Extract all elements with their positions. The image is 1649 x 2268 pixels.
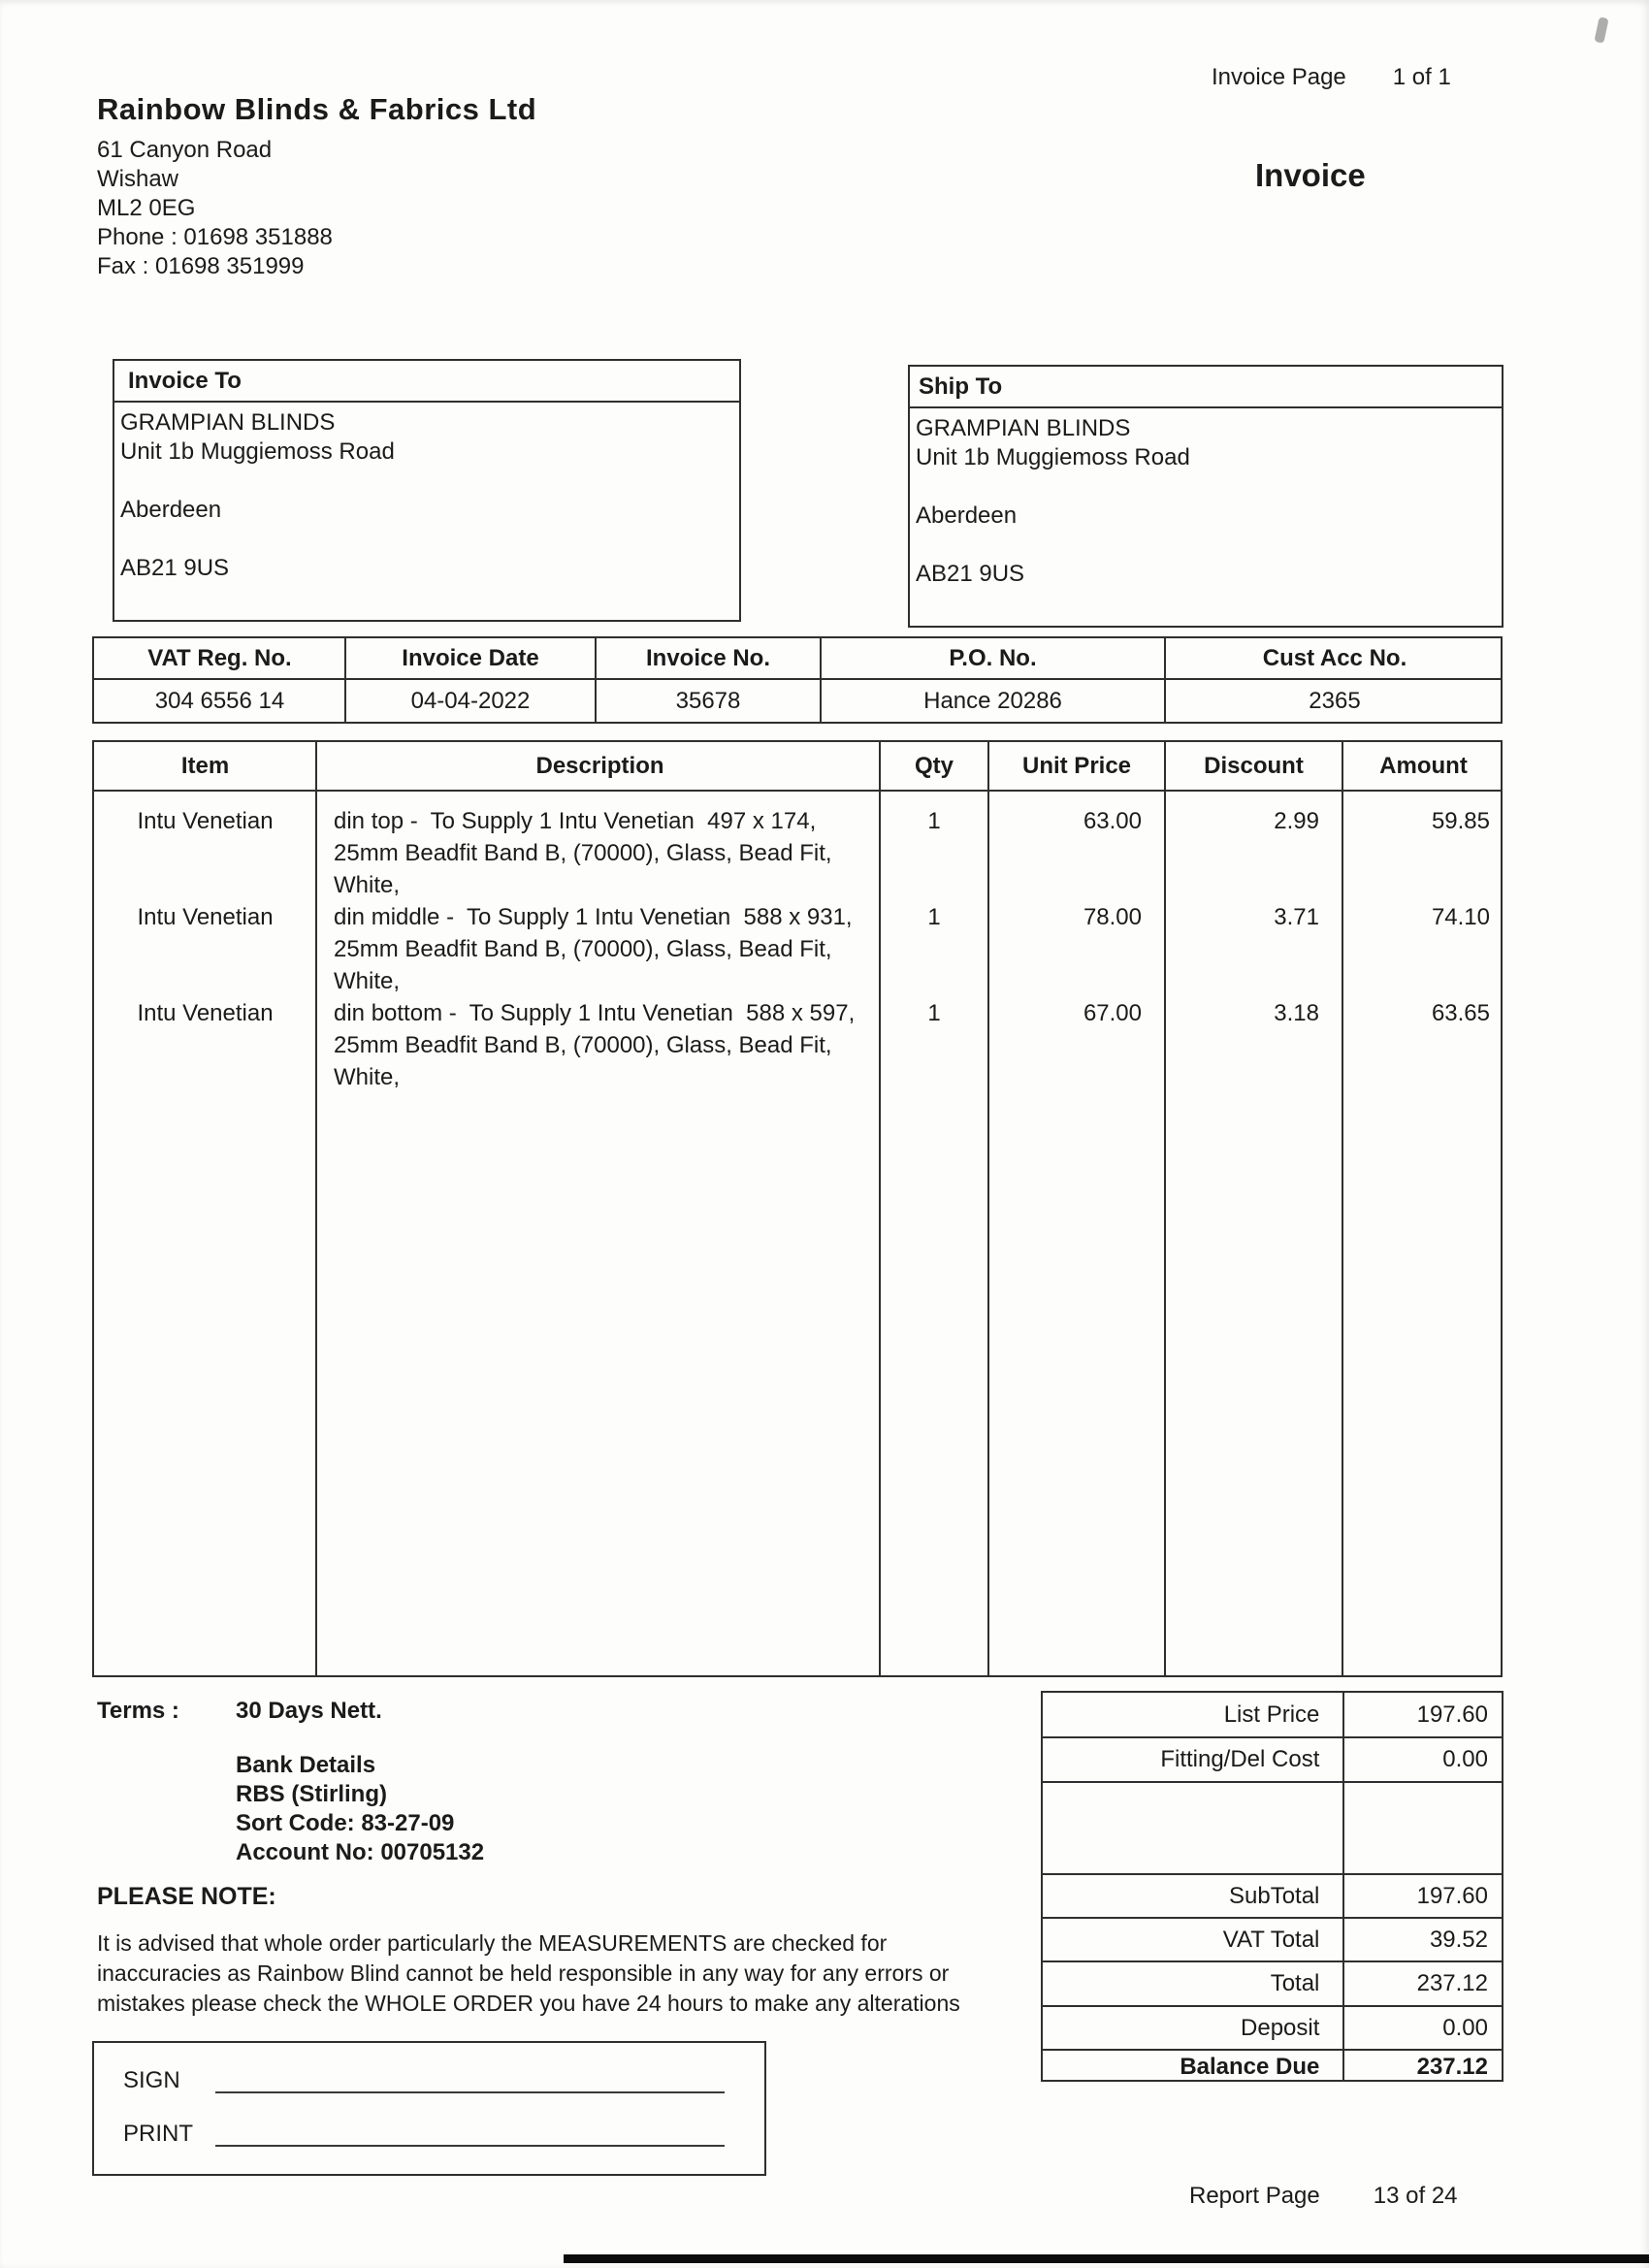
company-address-line: Wishaw [97, 166, 179, 192]
totals-row-vat-total [1043, 1919, 1502, 1962]
invoice-info-table [92, 636, 1503, 724]
print-line [215, 2145, 725, 2147]
item-unit-price: 67.00 [1083, 1000, 1142, 1026]
items-header-item: Item [180, 752, 230, 779]
ship-to-line: Aberdeen [916, 502, 1018, 529]
ship-to-line [916, 531, 1496, 560]
item-qty: 1 [927, 1000, 941, 1026]
company-phone: Phone : 01698 351888 [97, 224, 333, 250]
totals-box [1041, 1691, 1504, 2082]
item-qty: 1 [927, 808, 941, 834]
terms-label: Terms : [97, 1698, 179, 1724]
info-header-row [94, 638, 1501, 680]
item-discount: 3.18 [1274, 1000, 1319, 1026]
totals-value: 39.52 [1429, 1926, 1488, 1953]
totals-spacer [1043, 1783, 1502, 1875]
invoice-to-box [113, 359, 741, 622]
please-note-title: PLEASE NOTE: [97, 1883, 276, 1910]
table-divider [595, 638, 597, 722]
info-header-po: P.O. No. [949, 644, 1037, 671]
item-discount: 3.71 [1274, 904, 1319, 930]
item-amount: 74.10 [1431, 904, 1490, 930]
ship-to-line: Unit 1b Muggiemoss Road [916, 444, 1190, 470]
items-header-discount: Discount [1204, 752, 1304, 779]
vat-reg-no: 304 6556 14 [154, 687, 285, 714]
items-header-amount: Amount [1379, 752, 1468, 779]
items-header-description: Description [535, 752, 664, 779]
invoice-to-line [120, 525, 733, 554]
scan-edge-bar [564, 2254, 1649, 2263]
item-description: din top - To Supply 1 Intu Venetian 497 x 174, 25mm Beadfit Band B, (70000), Glass, Bead Fit, White, [334, 808, 839, 898]
signature-box [92, 2041, 766, 2176]
report-page-value: 13 of 24 [1373, 2183, 1458, 2209]
line-item-row [94, 997, 1501, 1093]
ship-to-line [916, 472, 1496, 502]
invoice-page-label: Invoice Page [1212, 64, 1346, 90]
table-divider [344, 638, 346, 722]
invoice-to-title: Invoice To [114, 361, 739, 403]
ship-to-title: Ship To [910, 367, 1502, 408]
totals-row-subtotal [1043, 1875, 1502, 1919]
info-header-number: Invoice No. [645, 644, 771, 671]
totals-row-balance-due [1043, 2051, 1502, 2084]
item-unit-price: 63.00 [1083, 808, 1142, 834]
invoice-to-line: GRAMPIAN BLINDS [120, 409, 336, 436]
totals-value: 197.60 [1416, 1701, 1488, 1728]
info-header-date: Invoice Date [402, 644, 539, 671]
totals-label: Total [1270, 1970, 1320, 1996]
totals-value: 0.00 [1442, 2014, 1488, 2041]
totals-label: Fitting/Del Cost [1160, 1746, 1320, 1772]
totals-label: List Price [1223, 1701, 1320, 1728]
table-divider [1164, 638, 1166, 722]
report-page-indicator [1189, 2183, 1458, 2210]
invoice-number: 35678 [675, 687, 741, 714]
item-discount: 2.99 [1274, 808, 1319, 834]
totals-row-deposit [1043, 2007, 1502, 2051]
totals-row-fitting-del-cost [1043, 1738, 1502, 1783]
company-address-line: ML2 0EG [97, 195, 196, 221]
company-address-block [97, 136, 333, 281]
terms-value: 30 Days Nett. [236, 1698, 382, 1724]
invoice-to-line: AB21 9US [120, 555, 230, 581]
report-page-label: Report Page [1189, 2183, 1320, 2209]
line-item-row [94, 805, 1501, 901]
item-description: din bottom - To Supply 1 Intu Venetian 588 x 597, 25mm Beadfit Band B, (70000), Glass, Bead Fit, White, [334, 1000, 861, 1090]
line-items-table [92, 740, 1503, 1677]
ship-to-line: AB21 9US [916, 561, 1025, 587]
totals-value: 237.12 [1416, 1970, 1488, 1996]
invoice-to-line: Aberdeen [120, 497, 222, 523]
info-value-row [94, 680, 1501, 722]
item-description: din middle - To Supply 1 Intu Venetian 588 x 931, 25mm Beadfit Band B, (70000), Glass, Bead Fit, White, [334, 904, 859, 994]
totals-value: 237.12 [1416, 2054, 1488, 2080]
bank-name: RBS (Stirling) [236, 1781, 387, 1807]
invoice-to-address [114, 403, 739, 583]
ship-to-box [908, 365, 1504, 628]
table-divider [1342, 1693, 1344, 2080]
company-name: Rainbow Blinds & Fabrics Ltd [97, 92, 537, 126]
items-header-row [94, 742, 1501, 790]
items-header-qty: Qty [914, 752, 954, 779]
item-name: Intu Venetian [137, 904, 274, 930]
scan-artifact-mark [1594, 16, 1608, 44]
totals-value: 197.60 [1416, 1882, 1488, 1909]
info-header-vat: VAT Reg. No. [147, 644, 292, 671]
print-label: PRINT [123, 2121, 193, 2147]
item-qty: 1 [927, 904, 941, 930]
info-header-custacc: Cust Acc No. [1262, 644, 1407, 671]
totals-label: VAT Total [1222, 1926, 1320, 1953]
terms-row [97, 1698, 382, 1725]
bank-account-number: Account No: 00705132 [236, 1839, 485, 1865]
company-address-line: 61 Canyon Road [97, 137, 273, 163]
totals-value: 0.00 [1442, 1746, 1488, 1772]
bank-details-block [236, 1751, 484, 1867]
sign-label: SIGN [123, 2067, 180, 2093]
bank-details-title: Bank Details [236, 1752, 376, 1778]
items-header-unit-price: Unit Price [1021, 752, 1132, 779]
item-amount: 63.65 [1431, 1000, 1490, 1026]
item-name: Intu Venetian [137, 808, 274, 834]
item-name: Intu Venetian [137, 1000, 274, 1026]
totals-row-total [1043, 1962, 1502, 2007]
company-fax: Fax : 01698 351999 [97, 253, 305, 279]
please-note-body: It is advised that whole order particularly the MEASUREMENTS are checked for inaccuracies as Rainbow Blind cannot be held responsible in any way for any errors or mistakes please check the WHOLE ORDER you have 24 hours to make any alterations [97, 1930, 960, 2016]
items-body [94, 792, 1501, 1675]
item-amount: 59.85 [1431, 808, 1490, 834]
totals-label: SubTotal [1228, 1882, 1320, 1909]
po-number: Hance 20286 [923, 687, 1062, 714]
totals-row-list-price [1043, 1693, 1502, 1738]
bank-sort-code: Sort Code: 83-27-09 [236, 1810, 455, 1836]
totals-label: Deposit [1241, 2014, 1320, 2041]
ship-to-address [910, 408, 1502, 589]
invoice-page-indicator [1212, 64, 1451, 91]
item-unit-price: 78.00 [1083, 904, 1142, 930]
table-divider [820, 638, 822, 722]
document-title: Invoice [1255, 157, 1366, 193]
line-item-row [94, 901, 1501, 997]
invoice-to-line: Unit 1b Muggiemoss Road [120, 438, 395, 465]
ship-to-line: GRAMPIAN BLINDS [916, 415, 1131, 441]
sign-line [215, 2091, 725, 2093]
invoice-to-line [120, 467, 733, 496]
invoice-date: 04-04-2022 [410, 687, 531, 714]
customer-account-number: 2365 [1309, 687, 1361, 714]
invoice-page-value: 1 of 1 [1392, 64, 1451, 90]
totals-label: Balance Due [1180, 2054, 1320, 2080]
